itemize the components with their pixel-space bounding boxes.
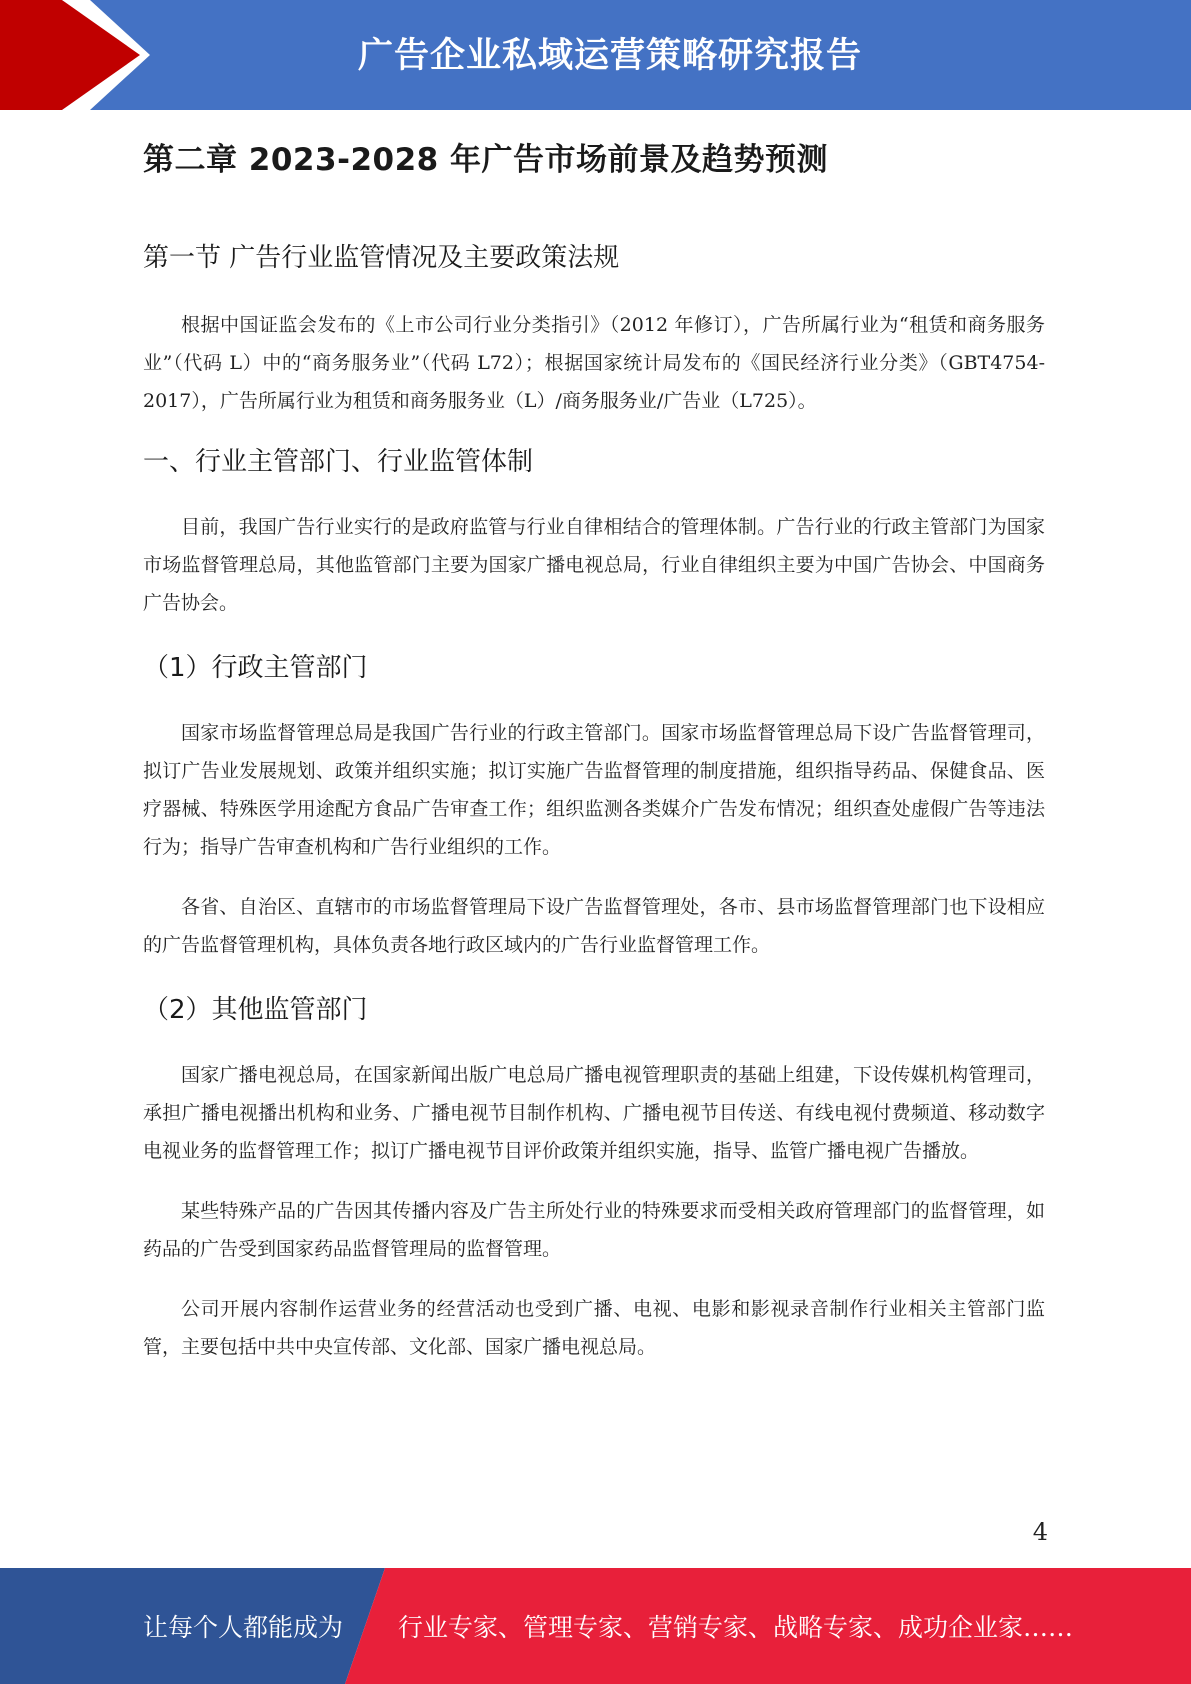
- chapter-title: 第二章 2023-2028 年广告市场前景及趋势预测: [143, 142, 829, 178]
- part-title-administrative: （1）行政主管部门: [143, 653, 368, 683]
- regulatory-system-paragraph: 目前，我国广告行业实行的是政府监管与行业自律相结合的管理体制。广告行业的行政主管部门为国家市场监督管理总局，其他监管部门主要为国家广播电视总局，行业自律组织主要为中国广告协会、中国商务广告协会。: [143, 516, 1045, 614]
- subsection-title: 一、行业主管部门、行业监管体制: [143, 447, 534, 477]
- paragraph-content-production: 公司开展内容制作运营业务的经营活动也受到广播、电视、电影和影视录音制作行业相关主管部门监管，主要包括中共中央宣传部、文化部、国家广播电视总局。: [143, 1298, 1045, 1358]
- footer-slogan-left: 让每个人都能成为: [143, 1613, 344, 1642]
- document-body: [143, 140, 1045, 1366]
- paragraph-special-products: 某些特殊产品的广告因其传播内容及广告主所处行业的特殊要求而受相关政府管理部门的监督管理，如药品的广告受到国家药品监督管理局的监督管理。: [143, 1200, 1045, 1260]
- paragraph-samr: 国家市场监督管理总局是我国广告行业的行政主管部门。国家市场监督管理总局下设广告监督管理司，拟订广告业发展规划、政策并组织实施；拟订实施广告监督管理的制度措施，组织指导药品、保健食品、医疗器械、特殊医学用途配方食品广告审查工作；组织监测各类媒介广告发布情况；组织查处虚假广告等违法行为；指导广告审查机构和广告行业组织的工作。: [143, 722, 1045, 858]
- report-title: 广告企业私域运营策略研究报告: [357, 36, 862, 76]
- section-title: 第一节 广告行业监管情况及主要政策法规: [143, 243, 620, 273]
- page-header: [0, 0, 1191, 110]
- paragraph-nrta: 国家广播电视总局，在国家新闻出版广电总局广播电视管理职责的基础上组建，下设传媒机构管理司，承担广播电视播出机构和业务、广播电视节目制作机构、广播电视节目传送、有线电视付费频道、移动数字电视业务的监督管理工作；拟订广播电视节目评价政策并组织实施，指导、监管广播电视广告播放。: [143, 1064, 1045, 1162]
- footer-slogan-right: 行业专家、管理专家、营销专家、战略专家、成功企业家……: [398, 1613, 1074, 1642]
- section-intro-paragraph: 根据中国证监会发布的《上市公司行业分类指引》（2012 年修订），广告所属行业为“租赁和商务服务业”（代码 L）中的“商务服务业”（代码 L72）；根据国家统计局发布的《国民经济行业分类》（GBT4754-2017），广告所属行业为租赁和商务服务业（L）/商务服务业/广告业（L725）。: [143, 314, 1045, 412]
- paragraph-local-bureaus: 各省、自治区、直辖市的市场监督管理局下设广告监督管理处，各市、县市场监督管理部门也下设相应的广告监督管理机构，具体负责各地行政区域内的广告行业监督管理工作。: [143, 896, 1045, 956]
- page-footer: [0, 1568, 1191, 1684]
- part-title-other-regulators: （2）其他监管部门: [143, 995, 368, 1025]
- page-number: 4: [1032, 1518, 1048, 1546]
